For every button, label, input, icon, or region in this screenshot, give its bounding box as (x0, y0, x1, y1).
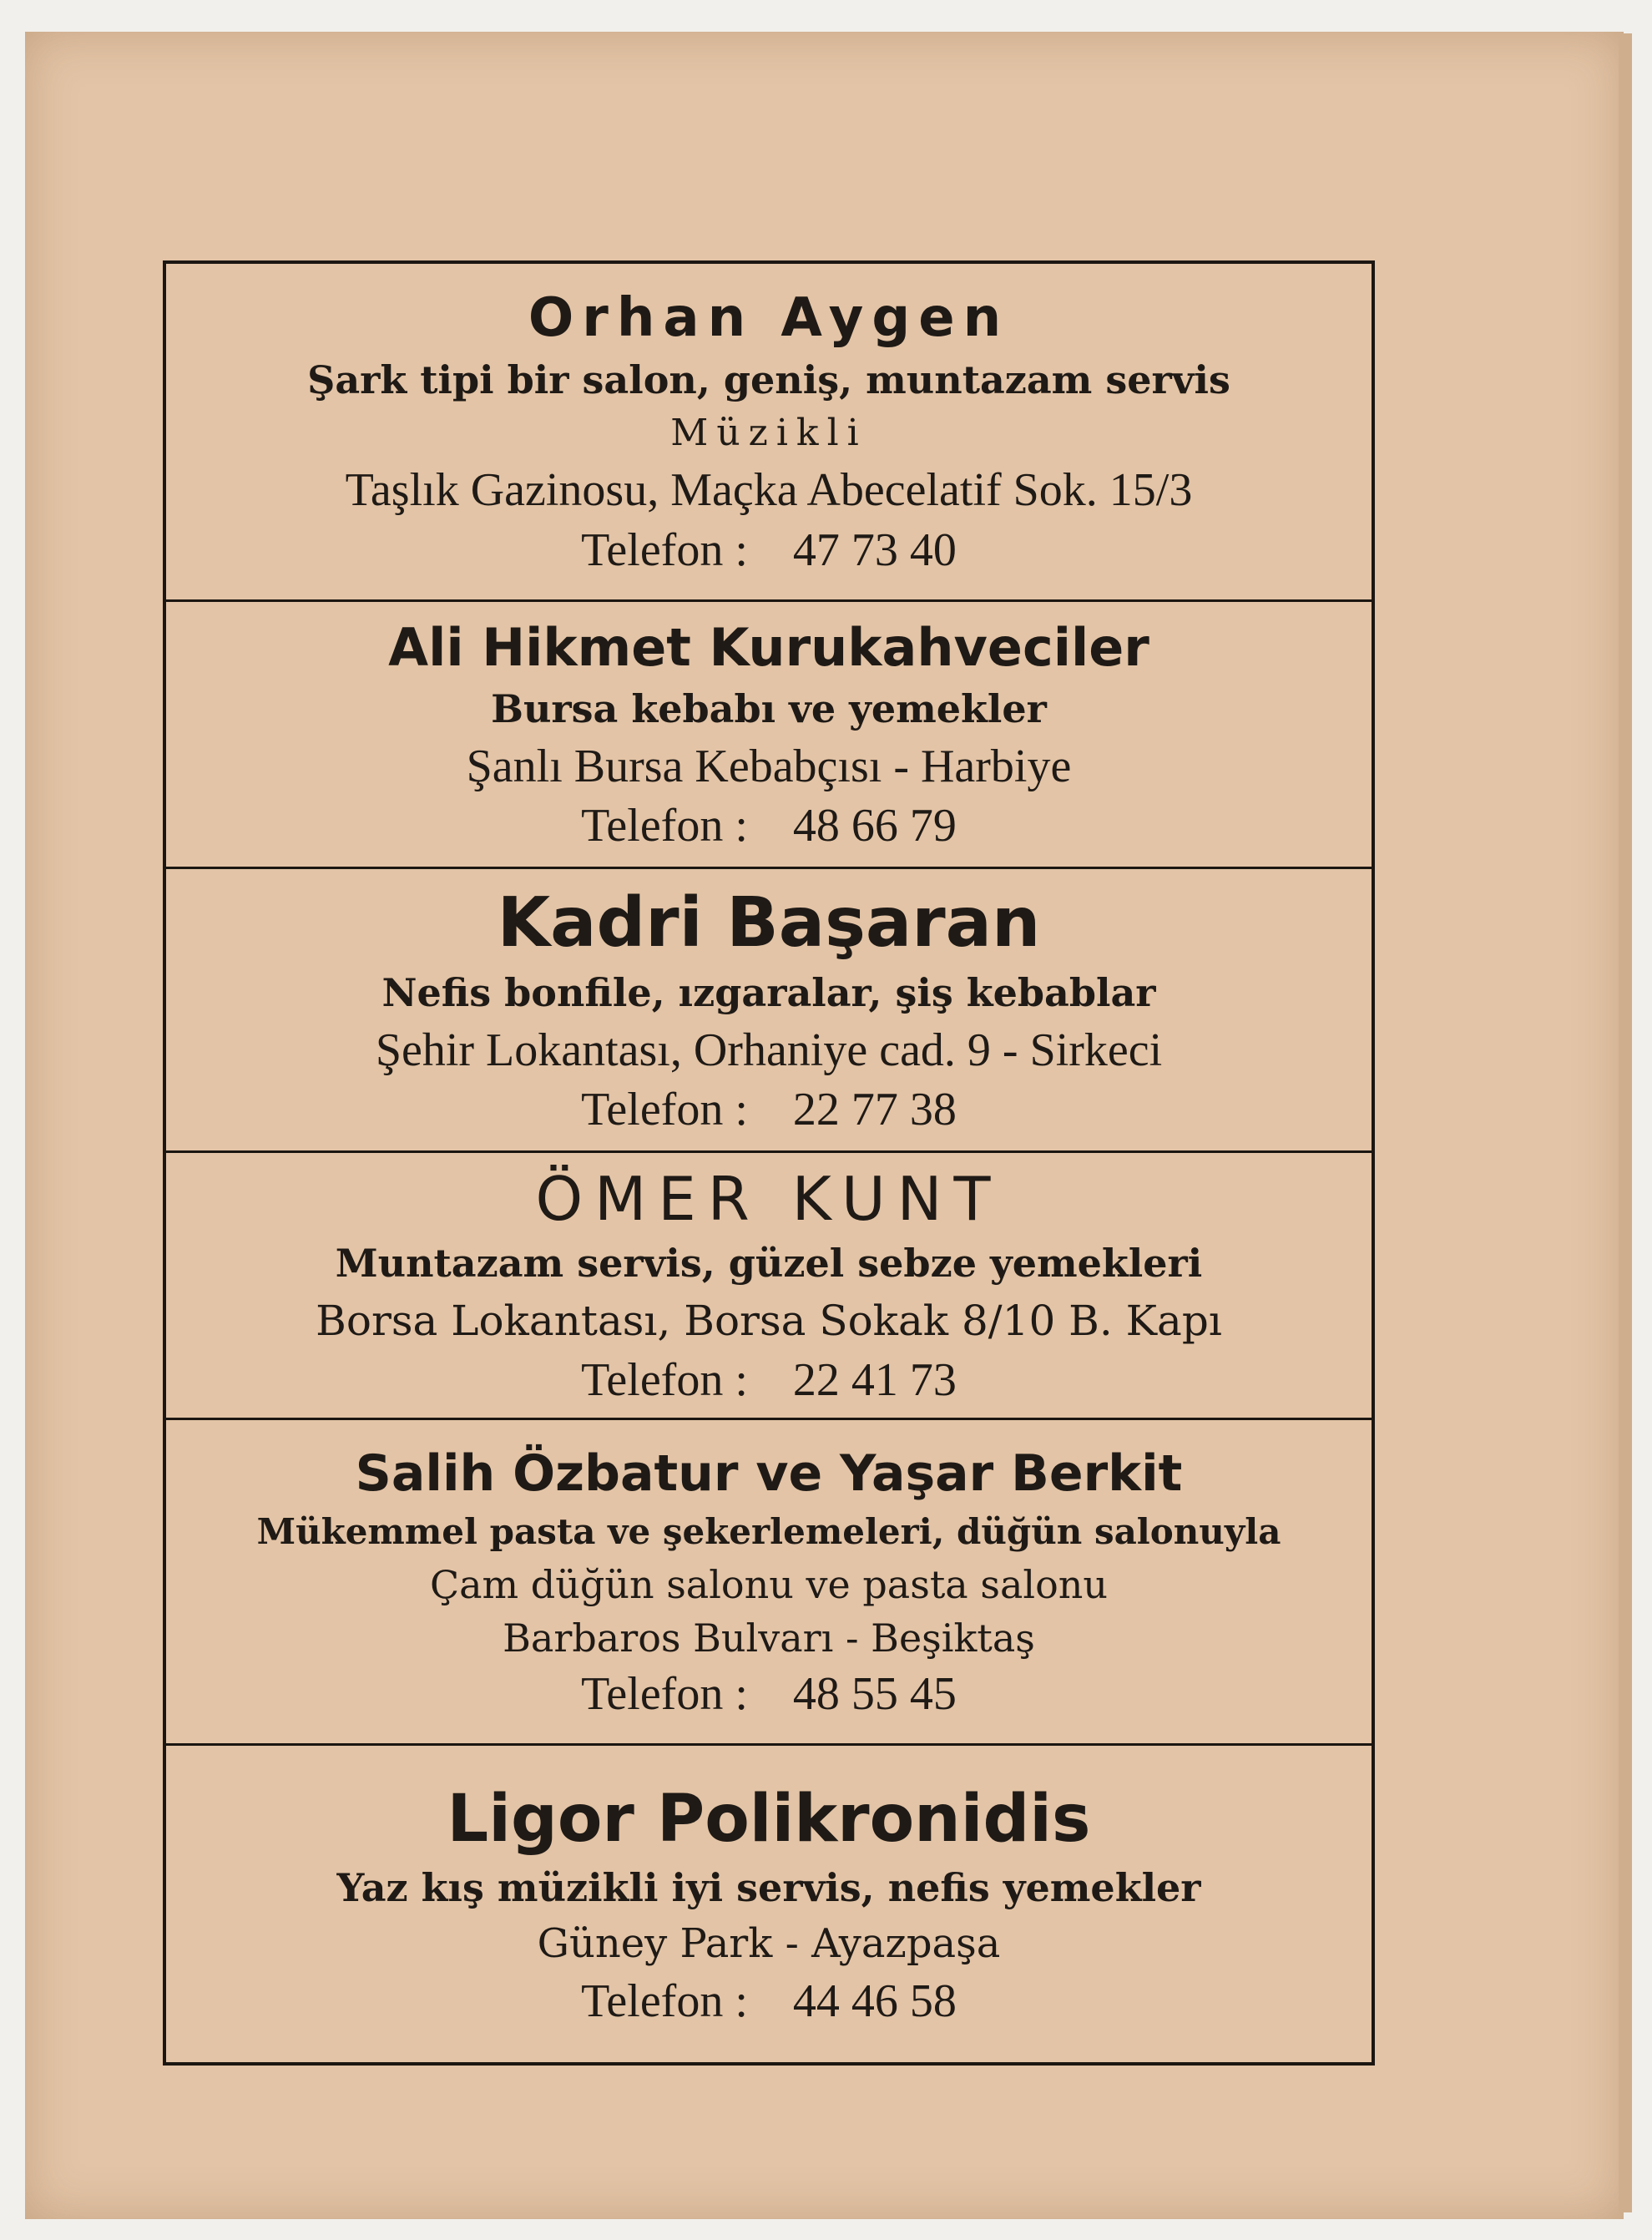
ad-title: Ali Hikmet Kurukahveciler (388, 616, 1149, 678)
phone-label: Telefon : (581, 524, 748, 576)
ad-phone-row (581, 1080, 957, 1139)
ad-title: Ligor Polikronidis (447, 1781, 1091, 1857)
ad-tagline: Yaz kış müzikli iyi servis, nefis yemekler (336, 1864, 1201, 1910)
advertisement-box (163, 260, 1375, 2066)
ad-address: Güney Park - Ayazpaşa (537, 1919, 1001, 1967)
ad-ligor-polikronidis (166, 1746, 1372, 2062)
ad-phone-row (581, 521, 957, 579)
ad-ali-hikmet-kurukahveciler (166, 602, 1372, 869)
ad-phone-row (581, 1665, 957, 1723)
ad-phone-row (581, 1351, 957, 1409)
ad-omer-kunt (166, 1153, 1372, 1420)
ad-tagline: Mükemmel pasta ve şekerlemeleri, düğün salonuyla (256, 1510, 1281, 1552)
ad-title: Orhan Aygen (528, 287, 1010, 349)
ad-tagline: Nefis bonfile, ızgaralar, şiş kebablar (381, 969, 1156, 1015)
ad-tagline: Muntazam servis, güzel sebze yemekleri (335, 1240, 1203, 1286)
phone-label: Telefon : (581, 1353, 748, 1406)
ad-address: Taşlık Gazinosu, Maçka Abecelatif Sok. 15/3 (345, 464, 1193, 516)
ad-salih-ozbatur-yasar-berkit (166, 1420, 1372, 1746)
page-edge (1619, 33, 1632, 2212)
phone-number: 44 46 58 (792, 1975, 957, 2027)
ad-phone-row (581, 1972, 957, 2030)
ad-tagline: Şark tipi bir salon, geniş, muntazam servis (307, 357, 1230, 402)
ad-kadri-basaran (166, 869, 1372, 1153)
phone-number: 47 73 40 (792, 524, 957, 576)
phone-label: Telefon : (581, 1975, 748, 2027)
phone-label: Telefon : (581, 799, 748, 852)
phone-label: Telefon : (581, 1083, 748, 1135)
phone-label: Telefon : (581, 1667, 748, 1720)
ad-orhan-aygen (166, 264, 1372, 602)
ad-phone-row (581, 796, 957, 855)
ad-address: Barbaros Bulvarı - Beşiktaş (503, 1615, 1035, 1661)
ad-address: Şehir Lokantası, Orhaniye cad. 9 - Sirkeci (375, 1024, 1163, 1076)
ad-address: Borsa Lokantası, Borsa Sokak 8/10 B. Kapı (316, 1296, 1222, 1345)
ad-extra: Müzikli (670, 412, 867, 454)
phone-number: 48 55 45 (792, 1667, 957, 1720)
phone-number: 22 77 38 (792, 1083, 957, 1135)
ad-title: Kadri Başaran (497, 882, 1041, 963)
ad-title: Salih Özbatur ve Yaşar Berkit (355, 1444, 1183, 1503)
ad-tagline: Bursa kebabı ve yemekler (491, 685, 1047, 731)
ad-extra: Çam düğün salonu ve pasta salonu (429, 1561, 1109, 1607)
ad-address: Şanlı Bursa Kebabçısı - Harbiye (466, 740, 1072, 792)
phone-number: 22 41 73 (792, 1353, 957, 1406)
ad-title: ÖMER KUNT (535, 1163, 1003, 1234)
phone-number: 48 66 79 (792, 799, 957, 852)
